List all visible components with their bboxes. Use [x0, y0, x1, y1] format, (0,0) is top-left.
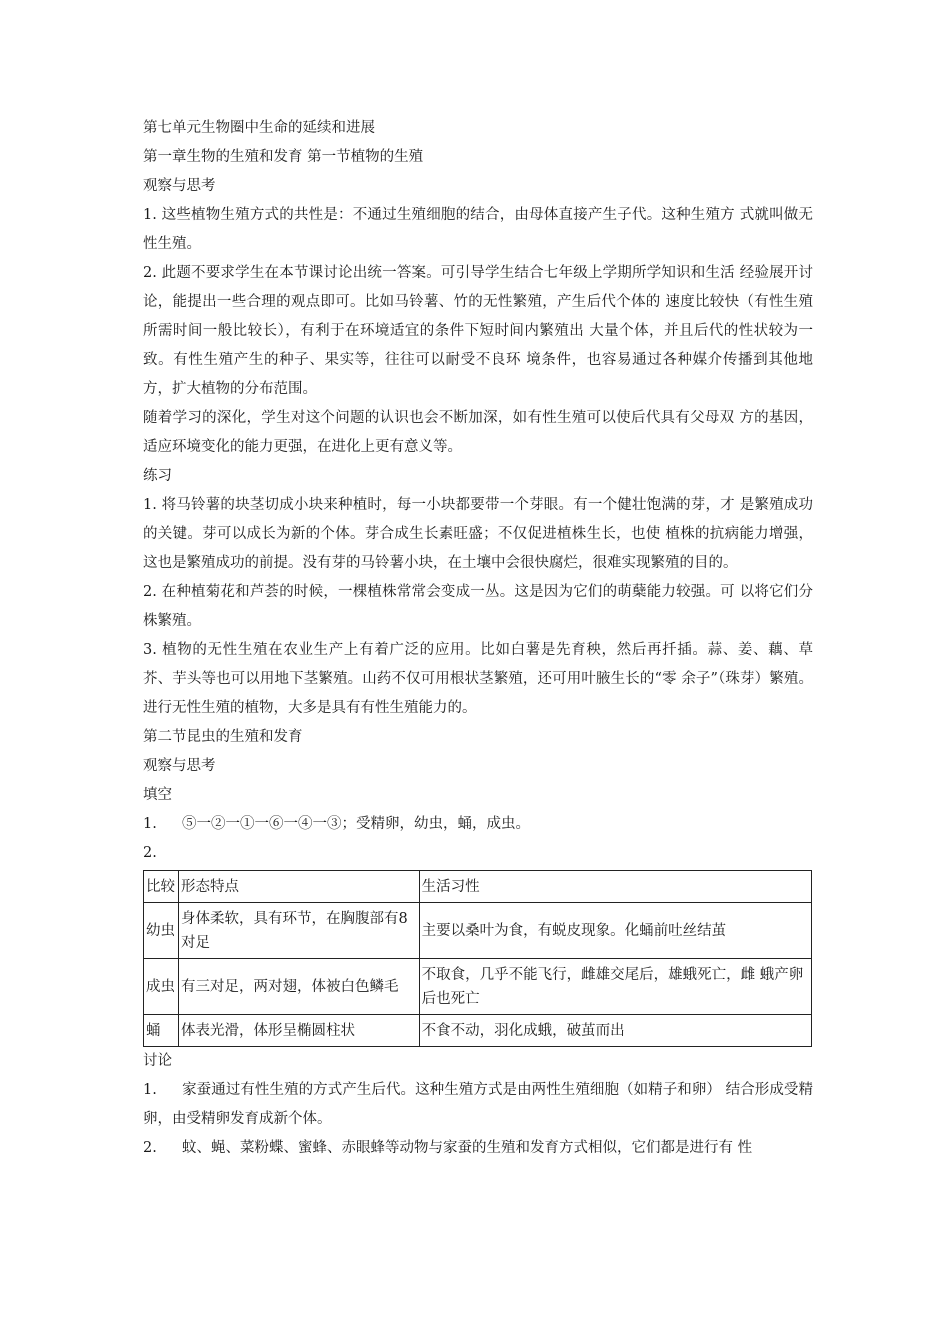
- practice-answer-3: 3. 植物的无性生殖在农业生产上有着广泛的应用。比如白薯是先育秧，然后再扦插。蒜、姜、藕、草芥、芋头等也可以用地下茎繁殖。山药不仅可用根状茎繁殖，还可用叶腋生长的“零 余子”（珠芽）繁殖。进行无性生殖的植物，大多是具有有性生殖能力的。: [143, 642, 813, 716]
- discuss-1-text: 家蚕通过有性生殖的方式产生后代。这种生殖方式是由两性生殖细胞（如精子和卵） 结合形成受精卵，由受精卵发育成新个体。: [143, 1082, 813, 1127]
- fill-1-number: 1.: [143, 816, 157, 832]
- discuss-2-text: 蚊、蝇、菜粉蝶、蜜蜂、赤眼蜂等动物与家蚕的生殖和发育方式相似，它们都是进行有 性: [182, 1140, 753, 1156]
- observe-answer-2: 2. 此题不要求学生在本节课讨论出统一答案。可引导学生结合七年级上学期所学知识和生活 经验展开讨论，能提出一些合理的观点即可。比如马铃薯、竹的无性繁殖，产生后代个体的 速度比较快（有性生殖所需时间一般比较长），有利于在环境适宜的条件下短时间内繁殖出 大量个体，并且后代的性状较为一致。有性生殖产生的种子、果实等，往往可以耐受不良环 境条件，也容易通过各种媒介传播到其他地方，扩大植物的分布范围。: [143, 265, 813, 397]
- fill-answer-1: [143, 810, 813, 839]
- observe-answer-extension: 随着学习的深化，学生对这个问题的认识也会不断加深，如有性生殖可以使后代具有父母双 方的基因，适应环境变化的能力更强，在进化上更有意义等。: [143, 410, 813, 455]
- chapter-title: 第一章生物的生殖和发育 第一节植物的生殖: [143, 149, 424, 165]
- practice-answer-2: 2. 在种植菊花和芦荟的时候，一棵植株常常会变成一丛。这是因为它们的萌蘖能力较强。可 以将它们分株繁殖。: [143, 584, 813, 629]
- table-header-row: [144, 871, 812, 903]
- table-cell: 幼虫: [144, 903, 179, 959]
- table-row: [144, 903, 812, 959]
- fill-heading: 填空: [143, 787, 172, 803]
- table-cell: 身体柔软，具有环节，在胸腹部有8对足: [178, 903, 419, 959]
- comparison-table: [143, 870, 812, 1047]
- practice-answer-1: 1. 将马铃薯的块茎切成小块来种植时，每一小块都要带一个芽眼。有一个健壮饱满的芽，才 是繁殖成功的关键。芽可以成长为新的个体。芽合成生长素旺盛；不仅促进植株生长，也使 植株的抗病能力增强，这也是繁殖成功的前提。没有芽的马铃薯小块，在土壤中会很快腐烂，很难实现繁殖的目的。: [143, 497, 813, 571]
- table-header-cell: 形态特点: [178, 871, 419, 903]
- practice-heading: 练习: [143, 468, 172, 484]
- table-cell: 不取食，几乎不能飞行，雌雄交尾后，雄蛾死亡，雌 蛾产卵后也死亡: [419, 959, 811, 1015]
- table-cell: 成虫: [144, 959, 179, 1015]
- observe-heading: 观察与思考: [143, 178, 216, 194]
- unit-title: 第七单元生物圈中生命的延续和进展: [143, 120, 375, 136]
- observe-answer-1: 1. 这些植物生殖方式的共性是：不通过生殖细胞的结合，由母体直接产生子代。这种生殖方 式就叫做无性生殖。: [143, 207, 813, 252]
- document-page: [143, 114, 813, 1163]
- observe-heading-2: 观察与思考: [143, 758, 216, 774]
- discuss-heading: 讨论: [143, 1053, 172, 1069]
- table-cell: 蛹: [144, 1015, 179, 1047]
- table-cell: 体表光滑，体形呈椭圆柱状: [178, 1015, 419, 1047]
- table-header-cell: 比较: [144, 871, 179, 903]
- discuss-1-number: 1.: [143, 1082, 157, 1098]
- discuss-answer-2: [143, 1134, 813, 1163]
- table-cell: 有三对足，两对翅，体被白色鳞毛: [178, 959, 419, 1015]
- fill-answer-2: 2.: [143, 845, 157, 861]
- table-cell: 不食不动，羽化成蛾，破茧而出: [419, 1015, 811, 1047]
- discuss-answer-1: [143, 1076, 813, 1134]
- table-row: [144, 959, 812, 1015]
- fill-1-text: ⑤一②一①一⑥一④一③；受精卵，幼虫，蛹，成虫。: [182, 816, 530, 832]
- discuss-2-number: 2.: [143, 1140, 157, 1156]
- section-2-title: 第二节昆虫的生殖和发育: [143, 729, 303, 745]
- table-cell: 主要以桑叶为食，有蜕皮现象。化蛹前吐丝结茧: [419, 903, 811, 959]
- table-header-cell: 生活习性: [419, 871, 811, 903]
- table-row: [144, 1015, 812, 1047]
